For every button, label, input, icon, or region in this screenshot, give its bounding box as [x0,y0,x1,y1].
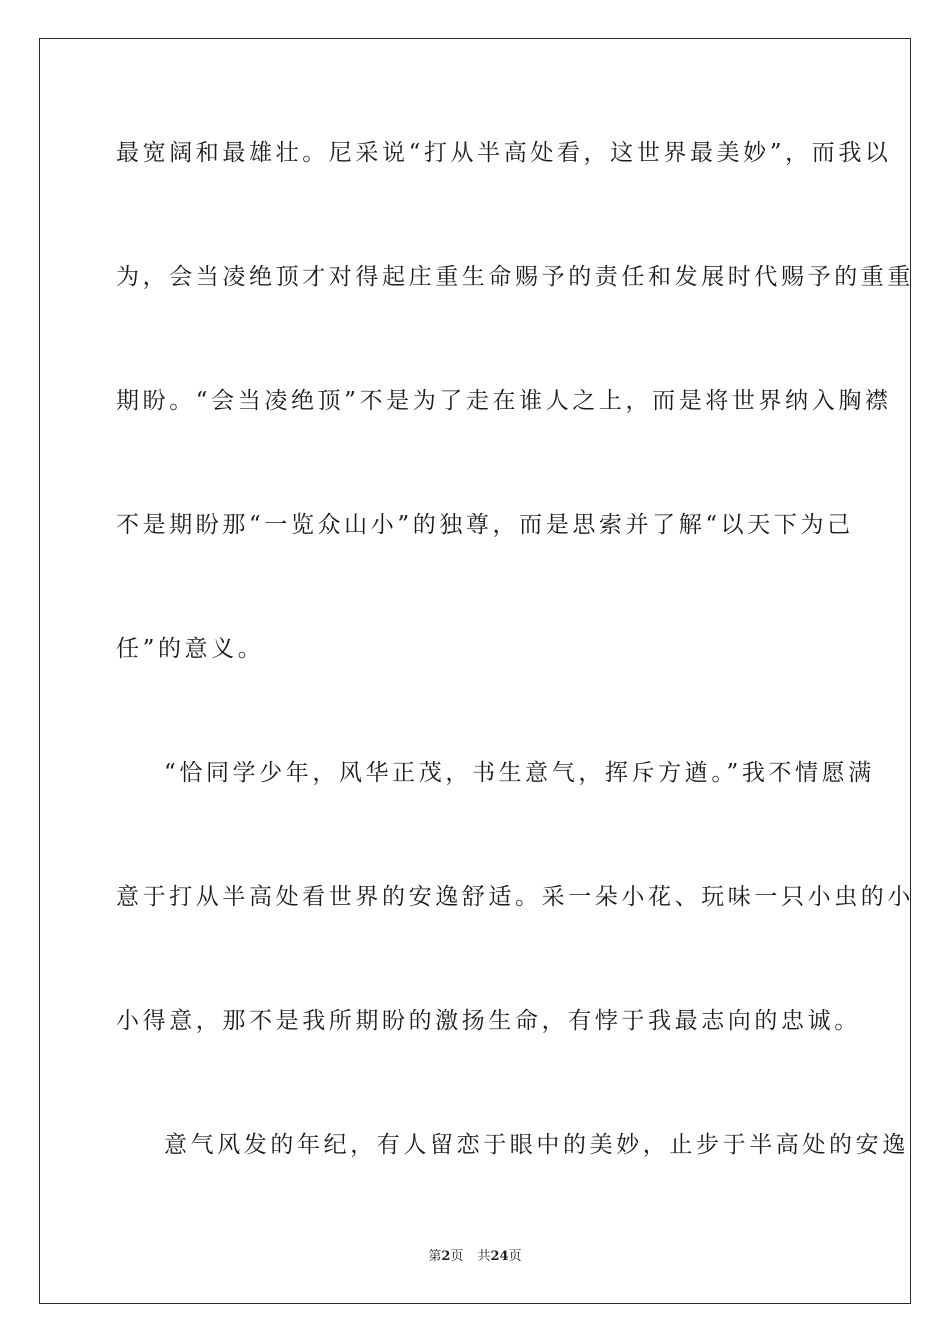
page-border [39,38,914,1304]
current-page-number: 2 [441,1249,451,1264]
page-footer [0,1248,950,1266]
text-line: 不是期盼那“一览众山小”的独尊，而是思索并了解“以天下为己 [116,512,854,538]
total-suffix: 页 [508,1249,522,1264]
text-line: 任”的意义。 [116,636,265,662]
paragraph-start-line: “恰同学少年，风华正茂，书生意气，挥斥方遒。”我不情愿满 [164,760,875,786]
text-line: 意于打从半高处看世界的安逸舒适。采一朵小花、玩味一只小虫的小 [116,884,914,910]
text-line: 小得意，那不是我所期盼的激扬生命，有悖于我最志向的忠诚。 [116,1008,861,1034]
text-line: 最宽阔和最雄壮。尼采说“打从半高处看，这世界最美妙”，而我以 [116,140,892,166]
total-pages: 24 [490,1249,509,1264]
page-prefix: 第 [428,1249,442,1264]
text-line: 期盼。“会当凌绝顶”不是为了走在谁人之上，而是将世界纳入胸襟 [116,388,892,414]
text-line: 为，会当凌绝顶才对得起庄重生命赐予的责任和发展时代赐予的重重 [116,264,914,290]
page-suffix: 页 [450,1249,464,1264]
paragraph-start-line: 意气风发的年纪，有人留恋于眼中的美妙，止步于半高处的安逸 [164,1132,909,1158]
total-prefix: 共 [477,1249,491,1264]
